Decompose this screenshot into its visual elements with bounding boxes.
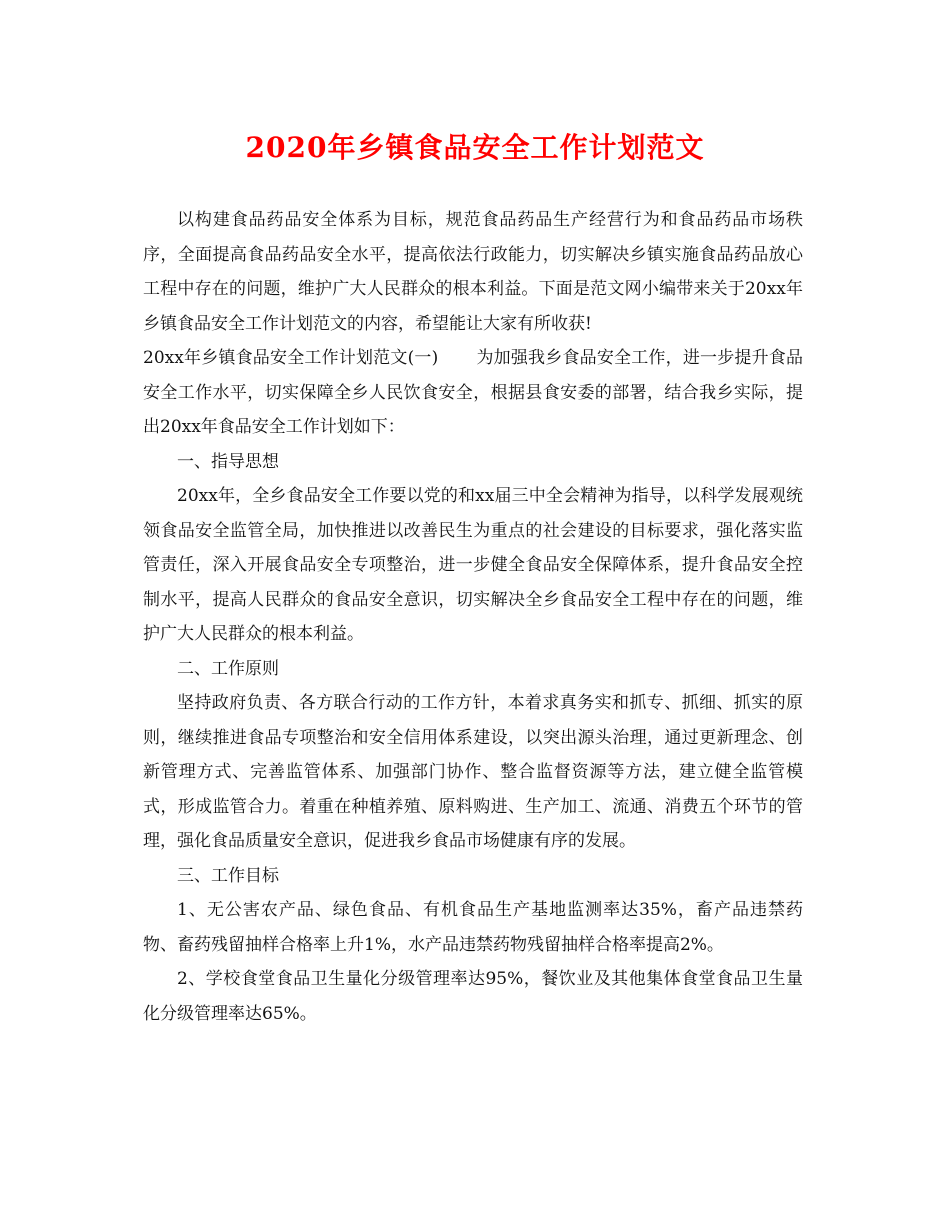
intro-paragraph	[143, 203, 803, 445]
section-paragraph: 2、学校食堂食品卫生量化分级管理率达95%，餐饮业及其他集体食堂食品卫生量化分级管理率达65%。	[143, 969, 803, 1024]
document-title: 2020年乡镇食品安全工作计划范文	[245, 131, 705, 164]
section-heading: 二、工作原则	[177, 658, 279, 679]
section-paragraph: 1、无公害农产品、绿色食品、有机食品生产基地监测率达35%，畜产品违禁药物、畜药残留抽样合格率上升1%，水产品违禁药物残留抽样合格率提高2%。	[143, 900, 803, 955]
document-body	[143, 203, 803, 1031]
intro-text: 以构建食品药品安全体系为目标，规范食品药品生产经营行为和食品药品市场秩序，全面提高食品药品安全水平，提高依法行政能力，切实解决乡镇实施食品药品放心工程中存在的问题，维护广大人民群众的根本利益。下面是范文网小编带来关于20xx年乡镇食品安全工作计划范文的内容，希望能让大家有所收获!	[143, 210, 803, 334]
sample-heading: 20xx年乡镇食品安全工作计划范文(一)	[143, 348, 439, 368]
section-paragraph: 坚持政府负责、各方联合行动的工作方针，本着求真务实和抓专、抓细、抓实的原则，继续推进食品专项整治和安全信用体系建设，以突出源头治理，通过更新理念、创新管理方式、完善监管体系、加强部门协作、整合监督资源等方法，建立健全监管模式，形成监管合力。着重在种植养殖、原料购进、生产加工、流通、消费五个环节的管理，强化食品质量安全意识，促进我乡食品市场健康有序的发展。	[143, 693, 803, 851]
section-heading: 一、指导思想	[177, 451, 279, 472]
sample-intro-text: 为加强我乡食品安全工作，进一步提升食品安全工作水平，切实保障全乡人民饮食安全，根据县食安委的部署，结合我乡实际，提出20xx年食品安全工作计划如下：	[143, 348, 804, 437]
section-heading: 三、工作目标	[177, 865, 279, 886]
section-paragraph: 20xx年，全乡食品安全工作要以党的和xx届三中全会精神为指导，以科学发展观统领食品安全监管全局，加快推进以改善民生为重点的社会建设的目标要求，强化落实监管责任，深入开展食品安全专项整治，进一步健全食品安全保障体系，提升食品安全控制水平，提高人民群众的食品安全意识，切实解决全乡食品安全工程中存在的问题，维护广大人民群众的根本利益。	[143, 486, 803, 644]
